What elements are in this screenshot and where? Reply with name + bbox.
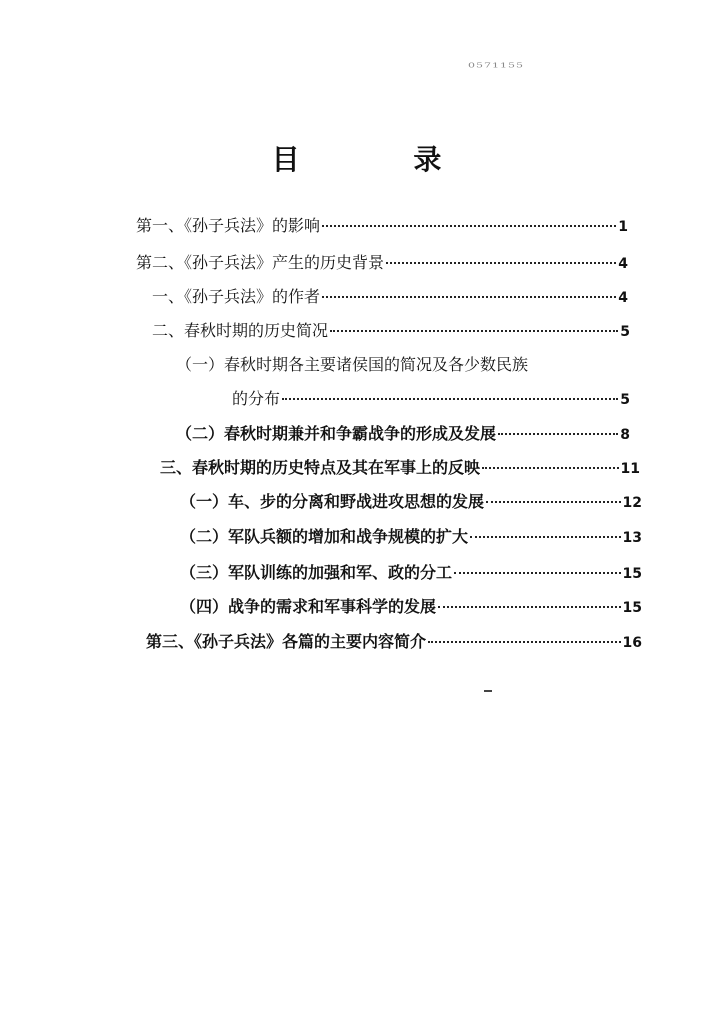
dot-leader bbox=[322, 225, 616, 227]
toc-page-number: 4 bbox=[618, 290, 628, 306]
toc-entry-subsection-science[interactable] bbox=[180, 597, 642, 618]
dot-leader bbox=[498, 433, 618, 435]
dot-leader bbox=[486, 501, 621, 503]
toc-entry-label: 一、《孙子兵法》的作者 bbox=[152, 287, 321, 306]
toc-entry-subsection-states[interactable] bbox=[176, 355, 528, 375]
dot-leader bbox=[322, 296, 616, 298]
dot-leader bbox=[282, 398, 618, 400]
toc-page-number: 15 bbox=[622, 600, 642, 616]
toc-page-number: 15 bbox=[622, 566, 642, 582]
dot-leader bbox=[330, 330, 618, 332]
toc-entry-label: 第三、《孙子兵法》各篇的主要内容简介 bbox=[146, 632, 427, 651]
toc-page-number: 13 bbox=[622, 530, 642, 546]
toc-entry-subsection-training[interactable] bbox=[180, 563, 642, 584]
toc-page-number: 5 bbox=[620, 392, 630, 408]
toc-entry-label: （二）军队兵额的增加和战争规模的扩大 bbox=[180, 527, 469, 546]
catalog-number: 0571155 bbox=[468, 62, 524, 70]
toc-entry-subsection-states-cont[interactable] bbox=[232, 389, 630, 410]
toc-entry-label: （二）春秋时期兼并和争霸战争的形成及发展 bbox=[176, 424, 497, 443]
toc-entry-section-features[interactable] bbox=[160, 458, 640, 479]
toc-entry-label: （三）军队训练的加强和军、政的分工 bbox=[180, 563, 453, 582]
toc-entry-label: （一）春秋时期各主要诸侯国的简况及各少数民族 bbox=[176, 355, 529, 374]
toc-page-number: 1 bbox=[618, 219, 628, 235]
toc-entry-label: 的分布 bbox=[232, 389, 281, 408]
dot-leader bbox=[386, 262, 616, 264]
scan-speck bbox=[484, 690, 492, 692]
toc-page-number: 8 bbox=[620, 427, 630, 443]
page-title: 目 录 bbox=[271, 143, 494, 176]
toc-page-number: 11 bbox=[620, 461, 640, 477]
toc-entry-subsection-wars[interactable] bbox=[176, 424, 630, 445]
toc-entry-chapter-2[interactable] bbox=[136, 253, 628, 274]
toc-entry-section-author[interactable] bbox=[152, 287, 628, 308]
toc-entry-label: 二、春秋时期的历史简况 bbox=[152, 321, 329, 340]
toc-page-number: 12 bbox=[622, 495, 642, 511]
toc-entry-subsection-chariots[interactable] bbox=[180, 492, 642, 513]
toc-page-number: 16 bbox=[622, 635, 642, 651]
toc-page-number: 5 bbox=[620, 324, 630, 340]
dot-leader bbox=[470, 536, 621, 538]
toc-entry-label: 第二、《孙子兵法》产生的历史背景 bbox=[136, 253, 385, 272]
dot-leader bbox=[482, 467, 619, 469]
dot-leader bbox=[428, 641, 621, 643]
toc-entry-label: （一）车、步的分离和野战进攻思想的发展 bbox=[180, 492, 485, 511]
toc-entry-label: 第一、《孙子兵法》的影响 bbox=[136, 216, 321, 235]
toc-entry-section-history[interactable] bbox=[152, 321, 630, 342]
toc-entry-chapter-1[interactable] bbox=[136, 216, 628, 237]
dot-leader bbox=[454, 572, 621, 574]
dot-leader bbox=[438, 606, 621, 608]
toc-entry-label: （四）战争的需求和军事科学的发展 bbox=[180, 597, 437, 616]
toc-entry-label: 三、春秋时期的历史特点及其在军事上的反映 bbox=[160, 458, 481, 477]
toc-entry-subsection-troops[interactable] bbox=[180, 527, 642, 548]
toc-entry-chapter-3[interactable] bbox=[146, 632, 642, 653]
toc-page-number: 4 bbox=[618, 256, 628, 272]
